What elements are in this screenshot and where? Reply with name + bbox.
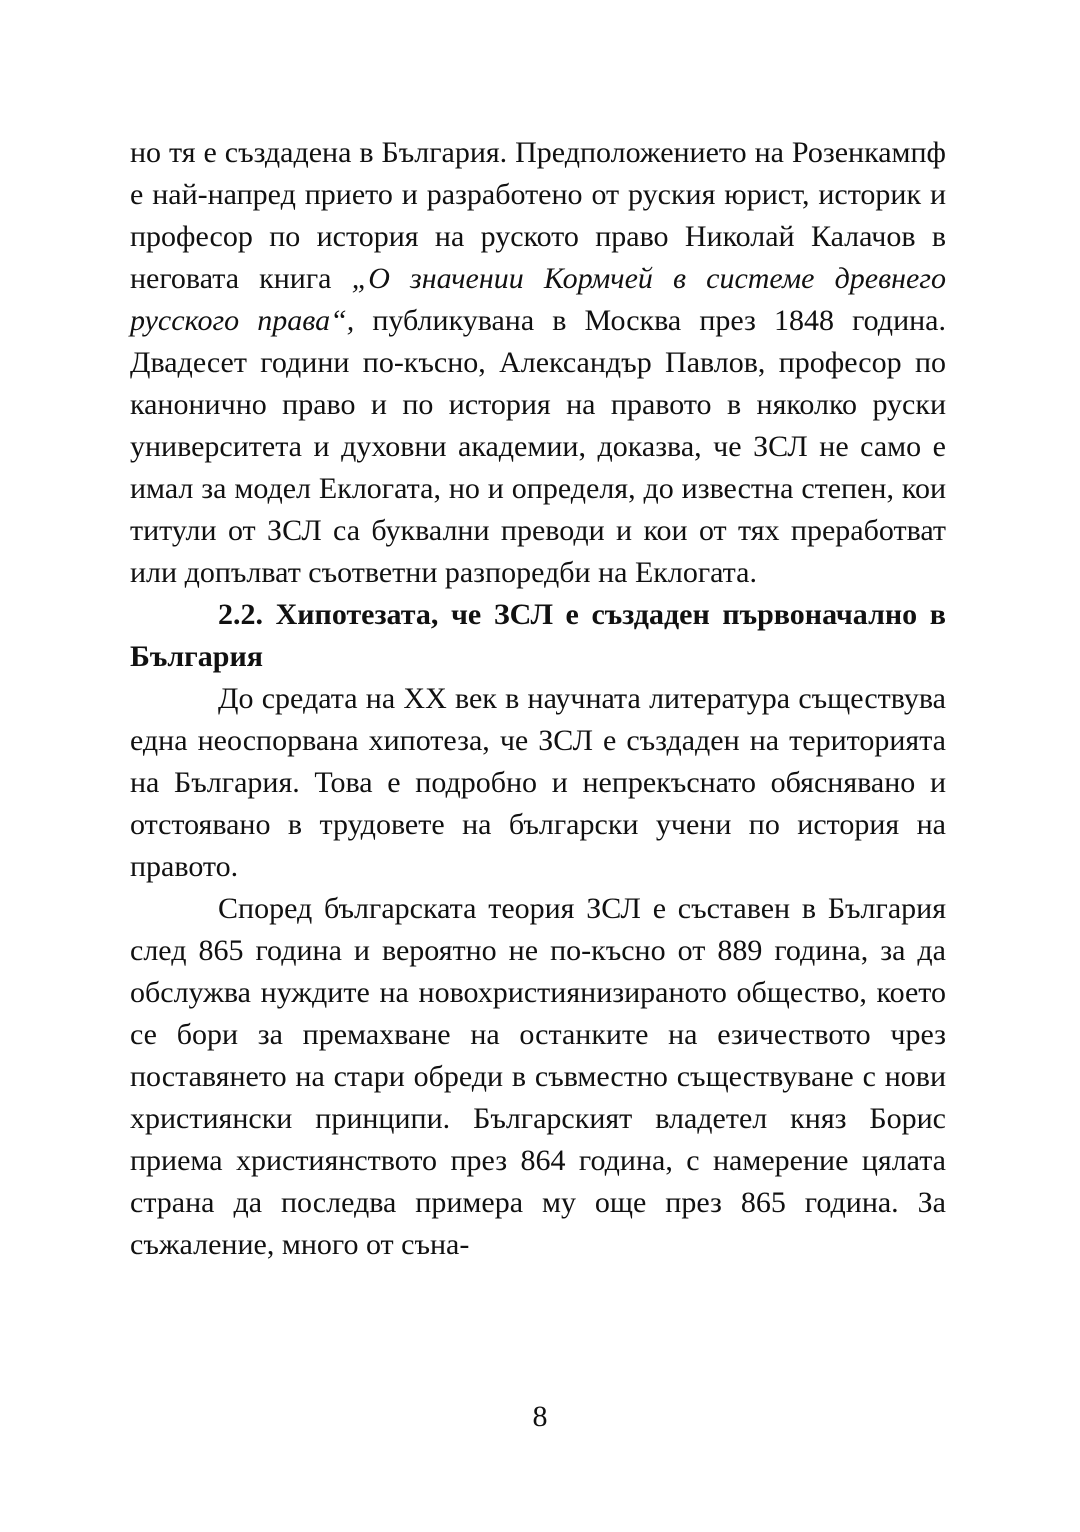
text-content	[130, 132, 946, 1266]
paragraph: До средата на ХХ век в научната литература съществува една неоспорвана хипотеза, че ЗСЛ е създаден на територията на България. Това е подробно и непрекъснато обяснявано и отстоявано в трудовете на български учени по история на правото.	[130, 682, 946, 883]
paragraph-continuation	[130, 132, 946, 594]
italic-book-title: „О значении Кормчей в системе древнего русского права“,	[130, 262, 946, 337]
page-number: 8	[532, 1400, 548, 1433]
paragraph-text: но тя е създадена в България. Предположението на Розенкампф е най-напред прието и разработено от руския юрист, историк и професор по история на руското право Николай Калачов в неговата книга	[130, 136, 946, 295]
paragraph: Според българската теория ЗСЛ е съставен в България след 865 година и вероятно не по-късно от 889 година, за да обслужва нуждите на новохристиянизираното общество, което се бори за премахване на останките на езичеството чрез поставянето на стари обреди в съвместно съществуване с нови християнски принципи. Българският владетел княз Борис приема християнството през 864 година, с намерение цялата страна да последва примера му още през 865 година. За съжаление, много от съна-	[130, 892, 946, 1261]
paragraph-text: публикувана в Москва през 1848 година. Двадесет години по-късно, Александър Павлов, професор по канонично право и по история на правото в няколко руски университета и духовни академии, доказва, че ЗСЛ не само е имал за модел Еклогата, но и определя, до известна степен, кои титули от ЗСЛ са буквални преводи и кои от тях преработват или допълват съответни разпоредби на Еклогата.	[130, 304, 946, 589]
section-heading: 2.2. Хипотезата, че ЗСЛ е създаден първоначално в България	[130, 598, 946, 673]
